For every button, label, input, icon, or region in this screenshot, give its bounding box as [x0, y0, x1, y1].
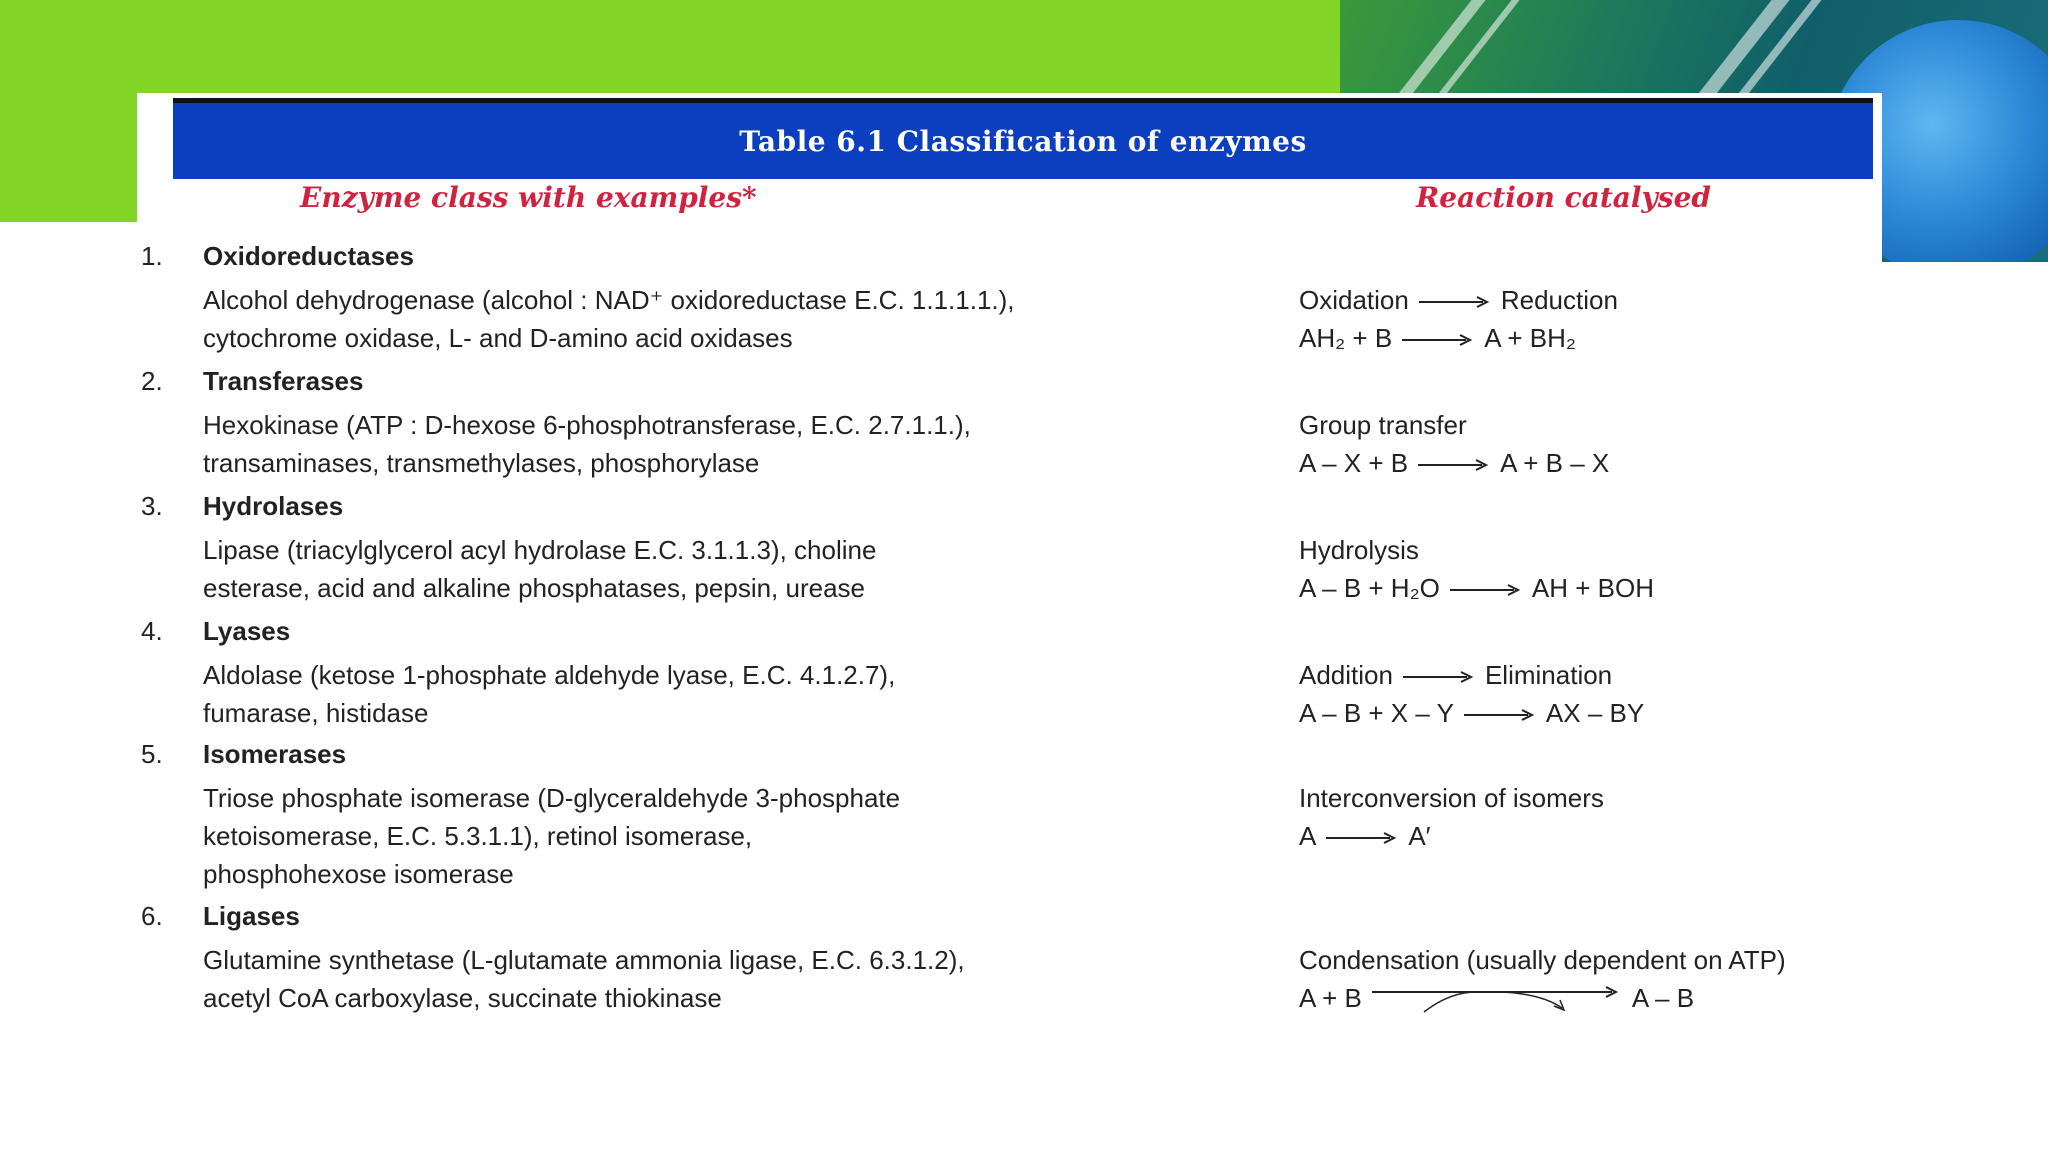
enzyme-table: [173, 98, 1873, 179]
slide-content: [137, 93, 1882, 1053]
class-examples: Triose phosphate isomerase (D-glyceraldehyde 3-phosphate ketoisomerase, E.C. 5.3.1.1), retinol isomerase, phosphohexose isomerase: [203, 783, 901, 889]
column-header-examples: Enzyme class with examples*: [300, 181, 757, 214]
class-number: 5.: [141, 739, 163, 769]
class-name: Transferases: [203, 366, 364, 396]
class-reaction: Hydrolysis A – B + H₂O AH + BOH: [1299, 535, 1654, 603]
class-number: 1.: [141, 241, 163, 271]
table-title: Table 6.1 Classification of enzymes: [173, 98, 1873, 179]
class-examples: Glutamine synthetase (L-glutamate ammonia ligase, E.C. 6.3.1.2), acetyl CoA carboxylase, succinate thiokinase: [203, 945, 965, 1013]
arrow-right-icon: [1418, 458, 1490, 472]
class-name: Isomerases: [203, 739, 347, 769]
class-name: Hydrolases: [203, 491, 344, 521]
arrow-right-icon: [1464, 708, 1536, 722]
class-reaction: Group transfer A – X + B A + B – X: [1299, 410, 1610, 478]
class-name: Ligases: [203, 901, 300, 931]
class-number: 3.: [141, 491, 163, 521]
column-header-reaction: Reaction catalysed: [1416, 181, 1711, 214]
class-examples: Hexokinase (ATP : D-hexose 6-phosphotransferase, E.C. 2.7.1.1.), transaminases, transmethylases, phosphorylase: [203, 410, 971, 478]
class-number: 4.: [141, 616, 163, 646]
arrow-right-icon: [1326, 831, 1398, 845]
class-reaction: Oxidation Reduction AH₂ + B A + BH₂: [1299, 285, 1618, 353]
arrow-right-icon: [1402, 333, 1474, 347]
arrow-right-with-cofactor-icon: [1372, 984, 1622, 1016]
class-number: 2.: [141, 366, 163, 396]
class-number: 6.: [141, 901, 163, 931]
class-reaction: Condensation (usually dependent on ATP) A + B A – B: [1299, 941, 1859, 1017]
arrow-right-icon: [1403, 670, 1475, 684]
class-name: Lyases: [203, 616, 291, 646]
class-examples: Aldolase (ketose 1-phosphate aldehyde lyase, E.C. 4.1.2.7), fumarase, histidase: [203, 660, 896, 728]
arrow-right-icon: [1419, 295, 1491, 309]
class-reaction: Interconversion of isomers A A′: [1299, 783, 1604, 851]
class-examples: Alcohol dehydrogenase (alcohol : NAD⁺ oxidoreductase E.C. 1.1.1.1.), cytochrome oxidase, L- and D-amino acid oxidases: [203, 285, 1015, 353]
class-name: Oxidoreductases: [203, 241, 414, 271]
arrow-right-icon: [1450, 583, 1522, 597]
class-reaction: Addition Elimination A – B + X – Y AX – BY: [1299, 660, 1645, 728]
class-examples: Lipase (triacylglycerol acyl hydrolase E.C. 3.1.1.3), choline esterase, acid and alkaline phosphatases, pepsin, urease: [203, 535, 877, 603]
